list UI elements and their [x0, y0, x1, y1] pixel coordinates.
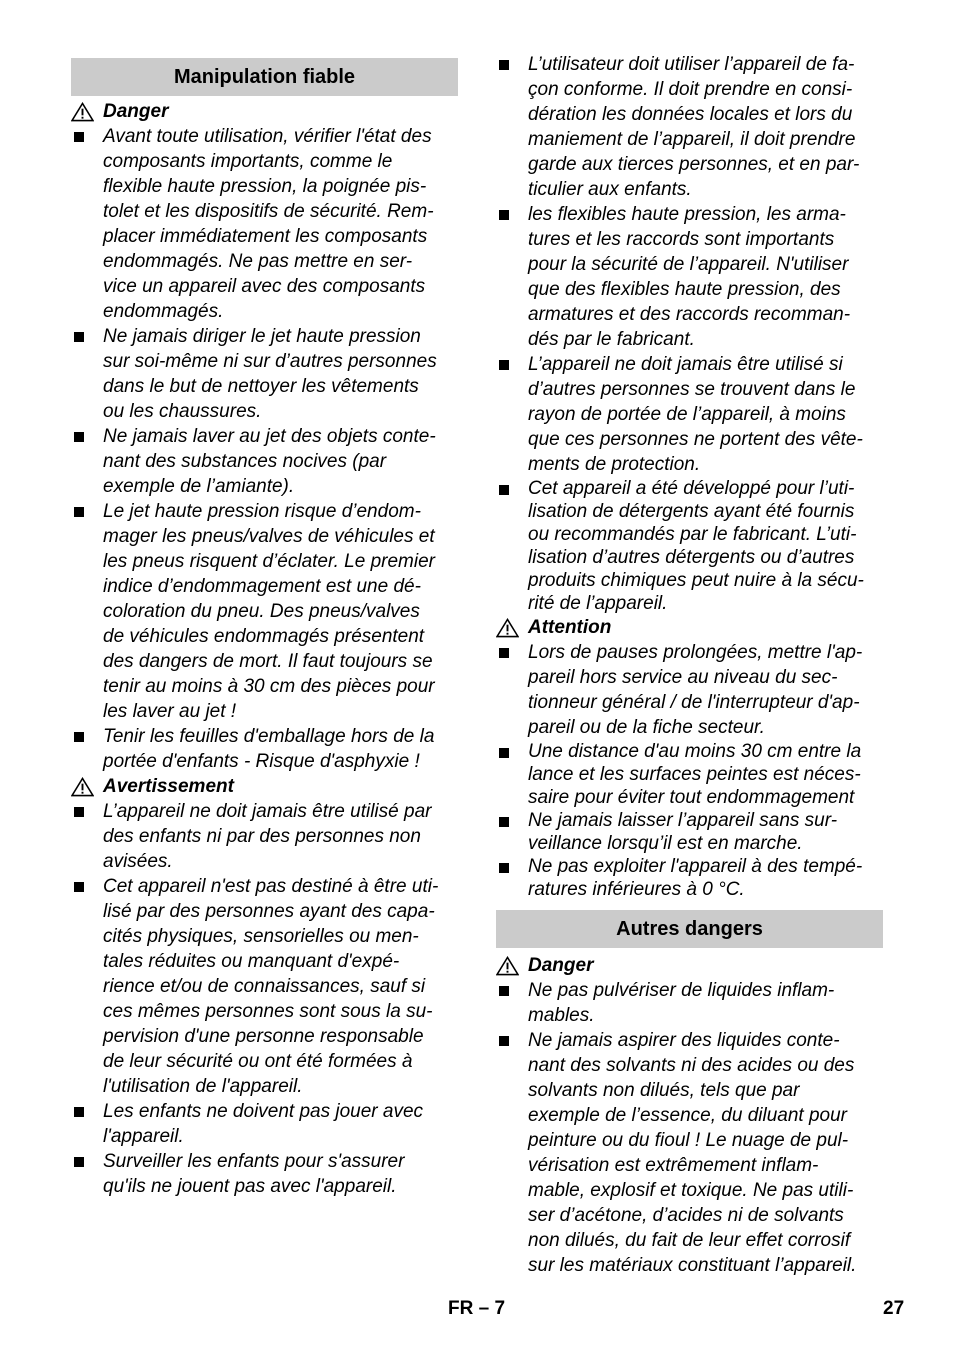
list-item-line: endommagés.: [103, 301, 224, 322]
list-item-line: Les enfants ne doivent pas jouer avec: [103, 1101, 424, 1122]
list-item-line: peinture ou du fioul ! Le nuage de pul-: [528, 1130, 849, 1151]
list-item-line: Surveiller les enfants pour s'assurer: [103, 1151, 405, 1172]
list-item-line: exemple de l’essence, du diluant pour: [528, 1105, 847, 1126]
list-item: [71, 499, 458, 724]
bullet-square-icon: [74, 132, 84, 142]
list-item: [71, 324, 458, 424]
list-item-line: solvants non dilués, tels que par: [528, 1080, 800, 1101]
list-item-line: les pneus risquent d’éclater. Le premier: [103, 551, 435, 572]
left-column: [71, 58, 458, 1199]
list-item-line: nant des solvants ni des acides ou des: [528, 1055, 855, 1076]
bullet-square-icon: [74, 882, 84, 892]
list-item-line: non dilués, du fait de leur effet corrosif: [528, 1230, 851, 1251]
list-item-line: l'utilisation de l'appareil.: [103, 1076, 303, 1097]
avertissement-list: [71, 799, 458, 1199]
list-item-line: tenir au moins à 30 cm des pièces pour: [103, 676, 435, 697]
list-item-line: mables.: [528, 1005, 595, 1026]
list-item-line: que ces personnes ne portent des vête-: [528, 429, 863, 450]
list-item-line: indice d’endommagement est une dé-: [103, 576, 421, 597]
bullet-square-icon: [74, 1157, 84, 1167]
bullet-square-icon: [74, 732, 84, 742]
bullet-square-icon: [499, 817, 509, 827]
danger2-list: [496, 978, 883, 1278]
list-item-line: Avant toute utilisation, vérifier l'état des: [103, 126, 432, 147]
footer-section-label: FR – 7: [448, 1298, 506, 1319]
list-item-line: portée d'enfants - Risque d'asphyxie !: [103, 751, 420, 772]
list-item: [71, 424, 458, 499]
list-item-line: lisation de détergents ayant été fournis: [528, 501, 855, 522]
bullet-square-icon: [74, 807, 84, 817]
list-item-line: pareil ou de la fiche secteur.: [528, 717, 765, 738]
list-item: [496, 640, 883, 740]
list-item-line: vice un appareil avec des composants: [103, 276, 426, 297]
danger2-title: Danger: [496, 953, 883, 978]
list-item-line: dés par le fabricant.: [528, 329, 695, 350]
list-item-line: cités physiques, sensorielles ou men-: [103, 926, 419, 947]
list-item-line: Tenir les feuilles d'emballage hors de la: [103, 726, 435, 747]
list-item-line: tales réduites ou manquant d'expé-: [103, 951, 400, 972]
bullet-square-icon: [499, 986, 509, 996]
list-item-line: que des flexibles haute pression, des: [528, 279, 841, 300]
list-item-line: Ne pas pulvériser de liquides inflam-: [528, 980, 835, 1001]
list-item-line: L’appareil ne doit jamais être utilisé si: [528, 354, 843, 375]
section-heading-autres-dangers: Autres dangers: [496, 910, 883, 948]
warning-triangle-icon: [496, 618, 519, 638]
list-item-line: pareil hors service au niveau du sec-: [528, 667, 838, 688]
avertissement-title: Avertissement: [71, 774, 458, 799]
bullet-square-icon: [499, 485, 509, 495]
list-item-line: mager les pneus/valves de véhicules et: [103, 526, 435, 547]
list-item-line: placer immédiatement les composants: [103, 226, 428, 247]
list-item-line: veillance lorsqu’il est en marche.: [528, 833, 803, 854]
list-item-line: Cet appareil n'est pas destiné à être uti-: [103, 876, 439, 897]
list-item-line: Lors de pauses prolongées, mettre l'ap-: [528, 642, 863, 663]
list-item: [496, 855, 883, 901]
list-item-line: endommagés. Ne pas mettre en ser-: [103, 251, 413, 272]
list-item-line: ser d’acétone, d’acides ni de solvants: [528, 1205, 844, 1226]
list-item-line: maniement de l’appareil, il doit prendre: [528, 129, 856, 150]
list-item-line: Ne jamais laisser l’appareil sans sur-: [528, 810, 838, 831]
list-item-line: Ne jamais aspirer des liquides conte-: [528, 1030, 840, 1051]
section-heading-manipulation: Manipulation fiable: [71, 58, 458, 96]
list-item-line: ces mêmes personnes sont sous la su-: [103, 1001, 433, 1022]
list-item: [496, 352, 883, 477]
danger-title: Danger: [71, 99, 458, 124]
list-item-line: de véhicules endommagés présentent: [103, 626, 425, 647]
bullet-square-icon: [499, 748, 509, 758]
list-item-line: dération les données locales et lors du: [528, 104, 853, 125]
list-item-line: L’appareil ne doit jamais être utilisé par: [103, 801, 432, 822]
bullet-square-icon: [499, 648, 509, 658]
list-item: [71, 724, 458, 774]
list-item-line: tolet et les dispositifs de sécurité. Rem-: [103, 201, 434, 222]
list-item-line: tionneur général / de l'interrupteur d'ap-: [528, 692, 860, 713]
warning-triangle-icon: [71, 777, 94, 797]
list-item-line: sur les matériaux constituant l’appareil.: [528, 1255, 857, 1276]
list-item-line: d’autres personnes se trouvent dans le: [528, 379, 856, 400]
list-item-line: Le jet haute pression risque d’endom-: [103, 501, 421, 522]
list-item-line: rayon de portée de l’appareil, à moins: [528, 404, 846, 425]
list-item-line: l'appareil.: [103, 1126, 184, 1147]
list-item-line: çon conforme. Il doit prendre en consi-: [528, 79, 853, 100]
list-item: [496, 1028, 883, 1278]
list-item: [71, 799, 458, 874]
list-item: [71, 874, 458, 1099]
list-item-line: Une distance d'au moins 30 cm entre la: [528, 741, 862, 762]
list-item-line: vérisation est extrêmement inflam-: [528, 1155, 819, 1176]
list-item-line: Cet appareil a été développé pour l’uti-: [528, 478, 855, 499]
list-item-line: dans le but de nettoyer les vêtements: [103, 376, 419, 397]
list-item-line: qu'ils ne jouent pas avec l'appareil.: [103, 1176, 397, 1197]
danger-list: [71, 124, 458, 774]
list-item-line: rience et/ou de connaissances, sauf si: [103, 976, 426, 997]
bullet-square-icon: [499, 360, 509, 370]
list-item: [71, 1099, 458, 1149]
list-item-line: Ne jamais diriger le jet haute pression: [103, 326, 421, 347]
list-item-line: flexible haute pression, la poignée pis-: [103, 176, 427, 197]
bullet-square-icon: [74, 432, 84, 442]
list-item-line: rité de l’appareil.: [528, 593, 668, 614]
list-item-line: sur soi-même ni sur d’autres personnes: [103, 351, 437, 372]
list-item-line: avisées.: [103, 851, 173, 872]
list-item-line: des dangers de mort. Il faut toujours se: [103, 651, 433, 672]
list-item-line: lisation d’autres détergents ou d’autres: [528, 547, 855, 568]
list-item: [496, 740, 883, 809]
list-item-line: exemple de l’amiante).: [103, 476, 295, 497]
warning-triangle-icon: [71, 102, 94, 122]
list-item-line: les laver au jet !: [103, 701, 237, 722]
list-item-line: de leur sécurité ou ont été formées à: [103, 1051, 413, 1072]
list-item-line: lisé par des personnes ayant des capa-: [103, 901, 435, 922]
bullet-square-icon: [74, 507, 84, 517]
list-item: [71, 124, 458, 324]
attention-list: [496, 640, 883, 901]
bullet-square-icon: [499, 863, 509, 873]
attention-title: Attention: [496, 615, 883, 640]
list-item-line: Ne jamais laver au jet des objets conte-: [103, 426, 436, 447]
list-item-line: garde aux tierces personnes, et en par-: [528, 154, 860, 175]
right-column: [496, 52, 883, 1278]
list-item-line: ou les chaussures.: [103, 401, 262, 422]
general-safety-list: [496, 52, 883, 615]
list-item: [496, 809, 883, 855]
list-item-line: Ne pas exploiter l'appareil à des tempé-: [528, 856, 863, 877]
bullet-square-icon: [74, 1107, 84, 1117]
list-item-line: pour la sécurité de l’appareil. N'utiliser: [528, 254, 849, 275]
list-item-line: composants importants, comme le: [103, 151, 393, 172]
list-item-line: ou recommandés par le fabricant. L’uti-: [528, 524, 857, 545]
list-item: [496, 978, 883, 1028]
list-item: [496, 52, 883, 202]
warning-triangle-icon: [496, 956, 519, 976]
list-item-line: mable, explosif et toxique. Ne pas utili-: [528, 1180, 854, 1201]
list-item-line: coloration du pneu. Des pneus/valves: [103, 601, 420, 622]
list-item-line: saire pour éviter tout endommagement: [528, 787, 855, 808]
bullet-square-icon: [499, 1036, 509, 1046]
list-item-line: tures et les raccords sont importants: [528, 229, 835, 250]
list-item-line: nant des substances nocives (par: [103, 451, 387, 472]
list-item-line: lance et les surfaces peintes est néces-: [528, 764, 861, 785]
bullet-square-icon: [499, 210, 509, 220]
list-item-line: les flexibles haute pression, les arma-: [528, 204, 846, 225]
list-item-line: pervision d'une personne responsable: [103, 1026, 424, 1047]
list-item-line: armatures et des raccords recomman-: [528, 304, 851, 325]
list-item: [496, 202, 883, 352]
list-item-line: produits chimiques peut nuire à la sécu-: [528, 570, 864, 591]
page-number: 27: [883, 1298, 905, 1319]
list-item-line: L’utilisateur doit utiliser l’appareil de fa-: [528, 54, 855, 75]
list-item: [71, 1149, 458, 1199]
list-item-line: ticulier aux enfants.: [528, 179, 692, 200]
list-item-line: ments de protection.: [528, 454, 701, 475]
list-item-line: des enfants ni par des personnes non: [103, 826, 421, 847]
list-item: [496, 477, 883, 615]
bullet-square-icon: [74, 332, 84, 342]
bullet-square-icon: [499, 60, 509, 70]
list-item-line: ratures inférieures à 0 °C.: [528, 879, 745, 900]
